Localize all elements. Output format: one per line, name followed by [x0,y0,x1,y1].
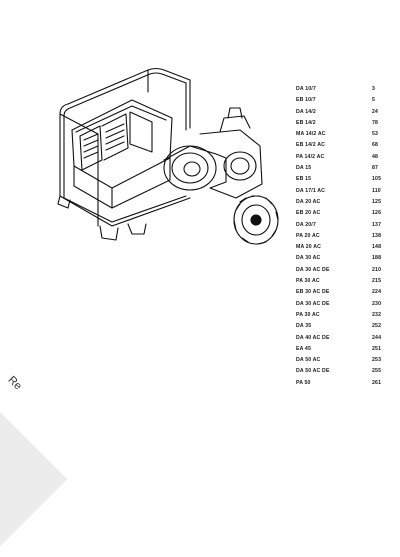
index-row-label: DA 14/2 [296,108,316,115]
index-row-page: 251 [372,345,382,352]
index-row [296,242,400,253]
index-row-page: 105 [372,176,382,183]
index-row-page: 230 [372,300,382,307]
index-row [296,197,400,208]
index-row [296,220,400,231]
index-row [296,299,400,310]
index-row-label: EB 15 [296,176,312,183]
index-row-page: 126 [372,210,382,217]
index-row-page: 87 [372,165,379,172]
index-row-label: PA 30 AC [296,278,320,285]
index-row-page: 137 [372,221,382,228]
index-row [296,84,400,95]
index-row-label: DA 15 [296,165,312,172]
index-row-label: DA 50 AC DE [296,368,330,375]
index-row [296,366,400,377]
engine-block [72,100,172,208]
index-row [296,107,400,118]
index-row-label: DA 30 AC DE [296,266,330,273]
index-row-label: EB 30 AC DE [296,289,330,296]
index-row [296,253,400,264]
index-row [296,276,400,287]
index-row-page: 78 [372,119,379,126]
index-row-page: 253 [372,357,382,364]
index-row-label: MA 14/2 AC [296,131,326,138]
index-row [296,174,400,185]
index-row-label: PA 50 [296,379,311,386]
index-row-page: 3 [372,86,376,92]
index-row-page: 255 [372,368,382,375]
alternator [164,146,226,190]
index-row-label: DA 30 AC [296,255,321,262]
index-row-label: EA 45 [296,345,311,352]
index-row-label: DA 35 [296,323,312,330]
index-row-label: PA 20 AC [296,232,320,239]
index-row-label: EB 10/7 [296,97,316,104]
index-row-page: 224 [372,289,382,296]
index-row-label: DA 17/1 AC [296,187,326,194]
index-row-label: DA 20 AC [296,198,321,205]
index-row-label: DA 50 AC [296,357,321,364]
index-row [296,186,400,197]
index-row [296,152,400,163]
index-row-page: 110 [372,187,381,194]
index-row-page: 48 [372,153,379,160]
index-row-page: 244 [372,334,382,341]
index-row-label: MA 20 AC [296,244,322,251]
index-row-page: 5 [372,97,376,104]
index-row-label: EB 20 AC [296,210,321,217]
index-row-label: DA 40 AC DE [296,334,330,341]
index-row [296,265,400,276]
corner-label: Re [5,374,24,393]
index-row [296,95,400,106]
index-row [296,208,400,219]
index-row [296,378,400,389]
index-row-page: 125 [372,198,382,205]
index-row-page: 138 [372,232,382,239]
index-row [296,344,400,355]
index-row [296,129,400,140]
index-row-page: 261 [372,379,382,386]
index-row-label: DA 10/7 [296,86,316,92]
index-row-page: 53 [372,131,379,138]
index-row-page: 188 [372,255,382,262]
index-row-page: 215 [372,278,382,285]
index-row [296,355,400,366]
index-row-page: 24 [372,108,379,115]
index-row-label: DA 20/7 [296,221,316,228]
index-row-page: 232 [372,311,382,318]
index-row-label: DA 30 AC DE [296,300,330,307]
index-row-page: 68 [372,142,379,149]
index-row-label: PA 30 AC [296,311,320,318]
generator-illustration [40,48,280,248]
index-row-label: PA 14/2 AC [296,153,325,160]
index-row [296,321,400,332]
model-index-list [296,84,400,389]
index-row-label: EB 14/2 AC [296,142,325,149]
index-row-label: EB 14/2 [296,119,316,126]
index-row [296,310,400,321]
index-row-page: 148 [372,244,382,251]
index-row-page: 252 [372,323,382,330]
wheel [234,196,278,244]
index-row [296,118,400,129]
index-row-page: 210 [372,266,382,273]
index-row [296,140,400,151]
index-row [296,163,400,174]
index-row [296,333,400,344]
index-row [296,231,400,242]
index-row [296,287,400,298]
